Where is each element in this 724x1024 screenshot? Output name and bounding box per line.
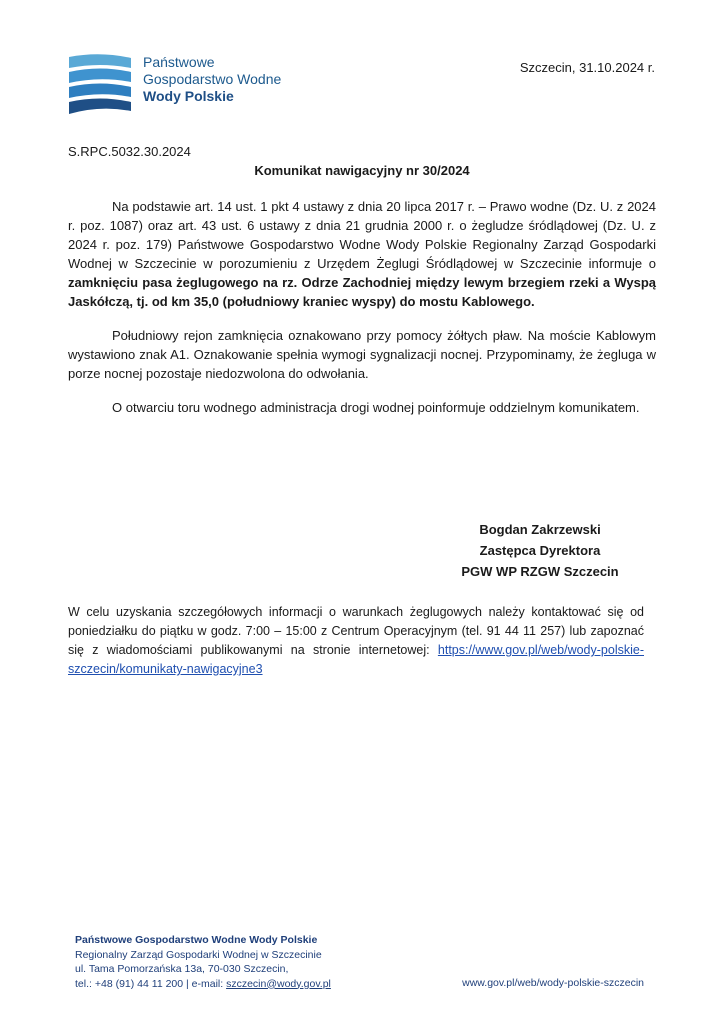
footer-phone: tel.: +48 (91) 44 11 200 | e-mail: <box>75 977 227 990</box>
paragraph-2: Południowy rejon zamknięcia oznakowano przy pomocy żółtych pław. Na moście Kablowym wystawiono znak A1. Oznakowanie spełnia wymogi sygnalizacji nocnej. Przypominamy, że żegluga w porze nocnej pozostaje niedozwolona do odwołania. <box>68 328 656 381</box>
announcements-link[interactable]: https://www.gov.pl/web/wody-polskie-szczecin/komunikaty-nawigacyjne3 <box>68 643 644 676</box>
signatory-name: Bogdan Zakrzewski <box>479 522 601 537</box>
signatory-role: Zastępca Dyrektora <box>479 543 601 558</box>
footer-org-name: Państwowe Gospodarstwo Wodne Wody Polskie <box>75 934 318 946</box>
footer-email-link[interactable]: szczecin@wody.gov.pl <box>226 977 331 990</box>
logo-line-2: Gospodarstwo Wodne <box>143 71 282 87</box>
paragraph-1-text: Na podstawie art. 14 ust. 1 pkt 4 ustawy z dnia 20 lipca 2017 r. – Prawo wodne (Dz. U. z 2024 r. poz. 1087) oraz art. 43 ust. 6 ustawy z dnia 21 grudnia 2000 r. o żegludze śródlądowej (Dz. U. z 2024 r. poz. 179) Państwowe Gospodarstwo Wodne Wody Polskie Regionalny Zarząd Gospodarki Wodnej w Szczecinie w porozumieniu z Urzędem Żeglugi Śródlądowej w Szczecinie informuje o <box>68 199 656 271</box>
footer-address <box>75 933 331 991</box>
logo-line-1: Państwowe <box>143 54 215 70</box>
place-date: Szczecin, 31.10.2024 r. <box>519 60 655 75</box>
contact-info <box>68 603 644 679</box>
footer-contact-line <box>75 977 331 992</box>
paragraph-1-bold: zamknięciu pasa żeglugowego na rz. Odrze Zachodniej między lewym brzegiem rzeki a Wyspą Jaskółczą, tj. od km 35,0 (południowy kraniec wyspy) do mostu Kablowego. <box>68 275 656 309</box>
footer-website[interactable]: www.gov.pl/web/wody-polskie-szczecin <box>462 977 644 989</box>
signature-block <box>440 519 640 582</box>
signatory-org: PGW WP RZGW Szczecin <box>461 564 619 579</box>
wave-logo-icon <box>67 54 133 116</box>
contact-text: W celu uzyskania szczegółowych informacji o warunkach żeglugowych należy kontaktować się od poniedziałku do piątku w godz. 7:00 – 15:00 z Centrum Operacyjnym (tel. 91 44 11 257) lub zapoznać się z wiadomościami publikowanymi na stronie internetowej: <box>68 605 644 657</box>
logo-line-3: Wody Polskie <box>143 88 234 104</box>
document-title: Komunikat nawigacyjny nr 30/2024 <box>254 163 470 178</box>
wody-polskie-logo <box>67 54 297 116</box>
paragraph-1 <box>68 197 656 311</box>
logo-wordmark <box>143 54 281 105</box>
footer-street: ul. Tama Pomorzańska 13a, 70-030 Szczecin, <box>75 963 289 975</box>
footer-department: Regionalny Zarząd Gospodarki Wodnej w Szczecinie <box>75 948 322 961</box>
reference-number: S.RPC.5032.30.2024 <box>68 144 191 159</box>
paragraph-3: O otwarciu toru wodnego administracja drogi wodnej poinformuje oddzielnym komunikatem. <box>112 400 640 415</box>
